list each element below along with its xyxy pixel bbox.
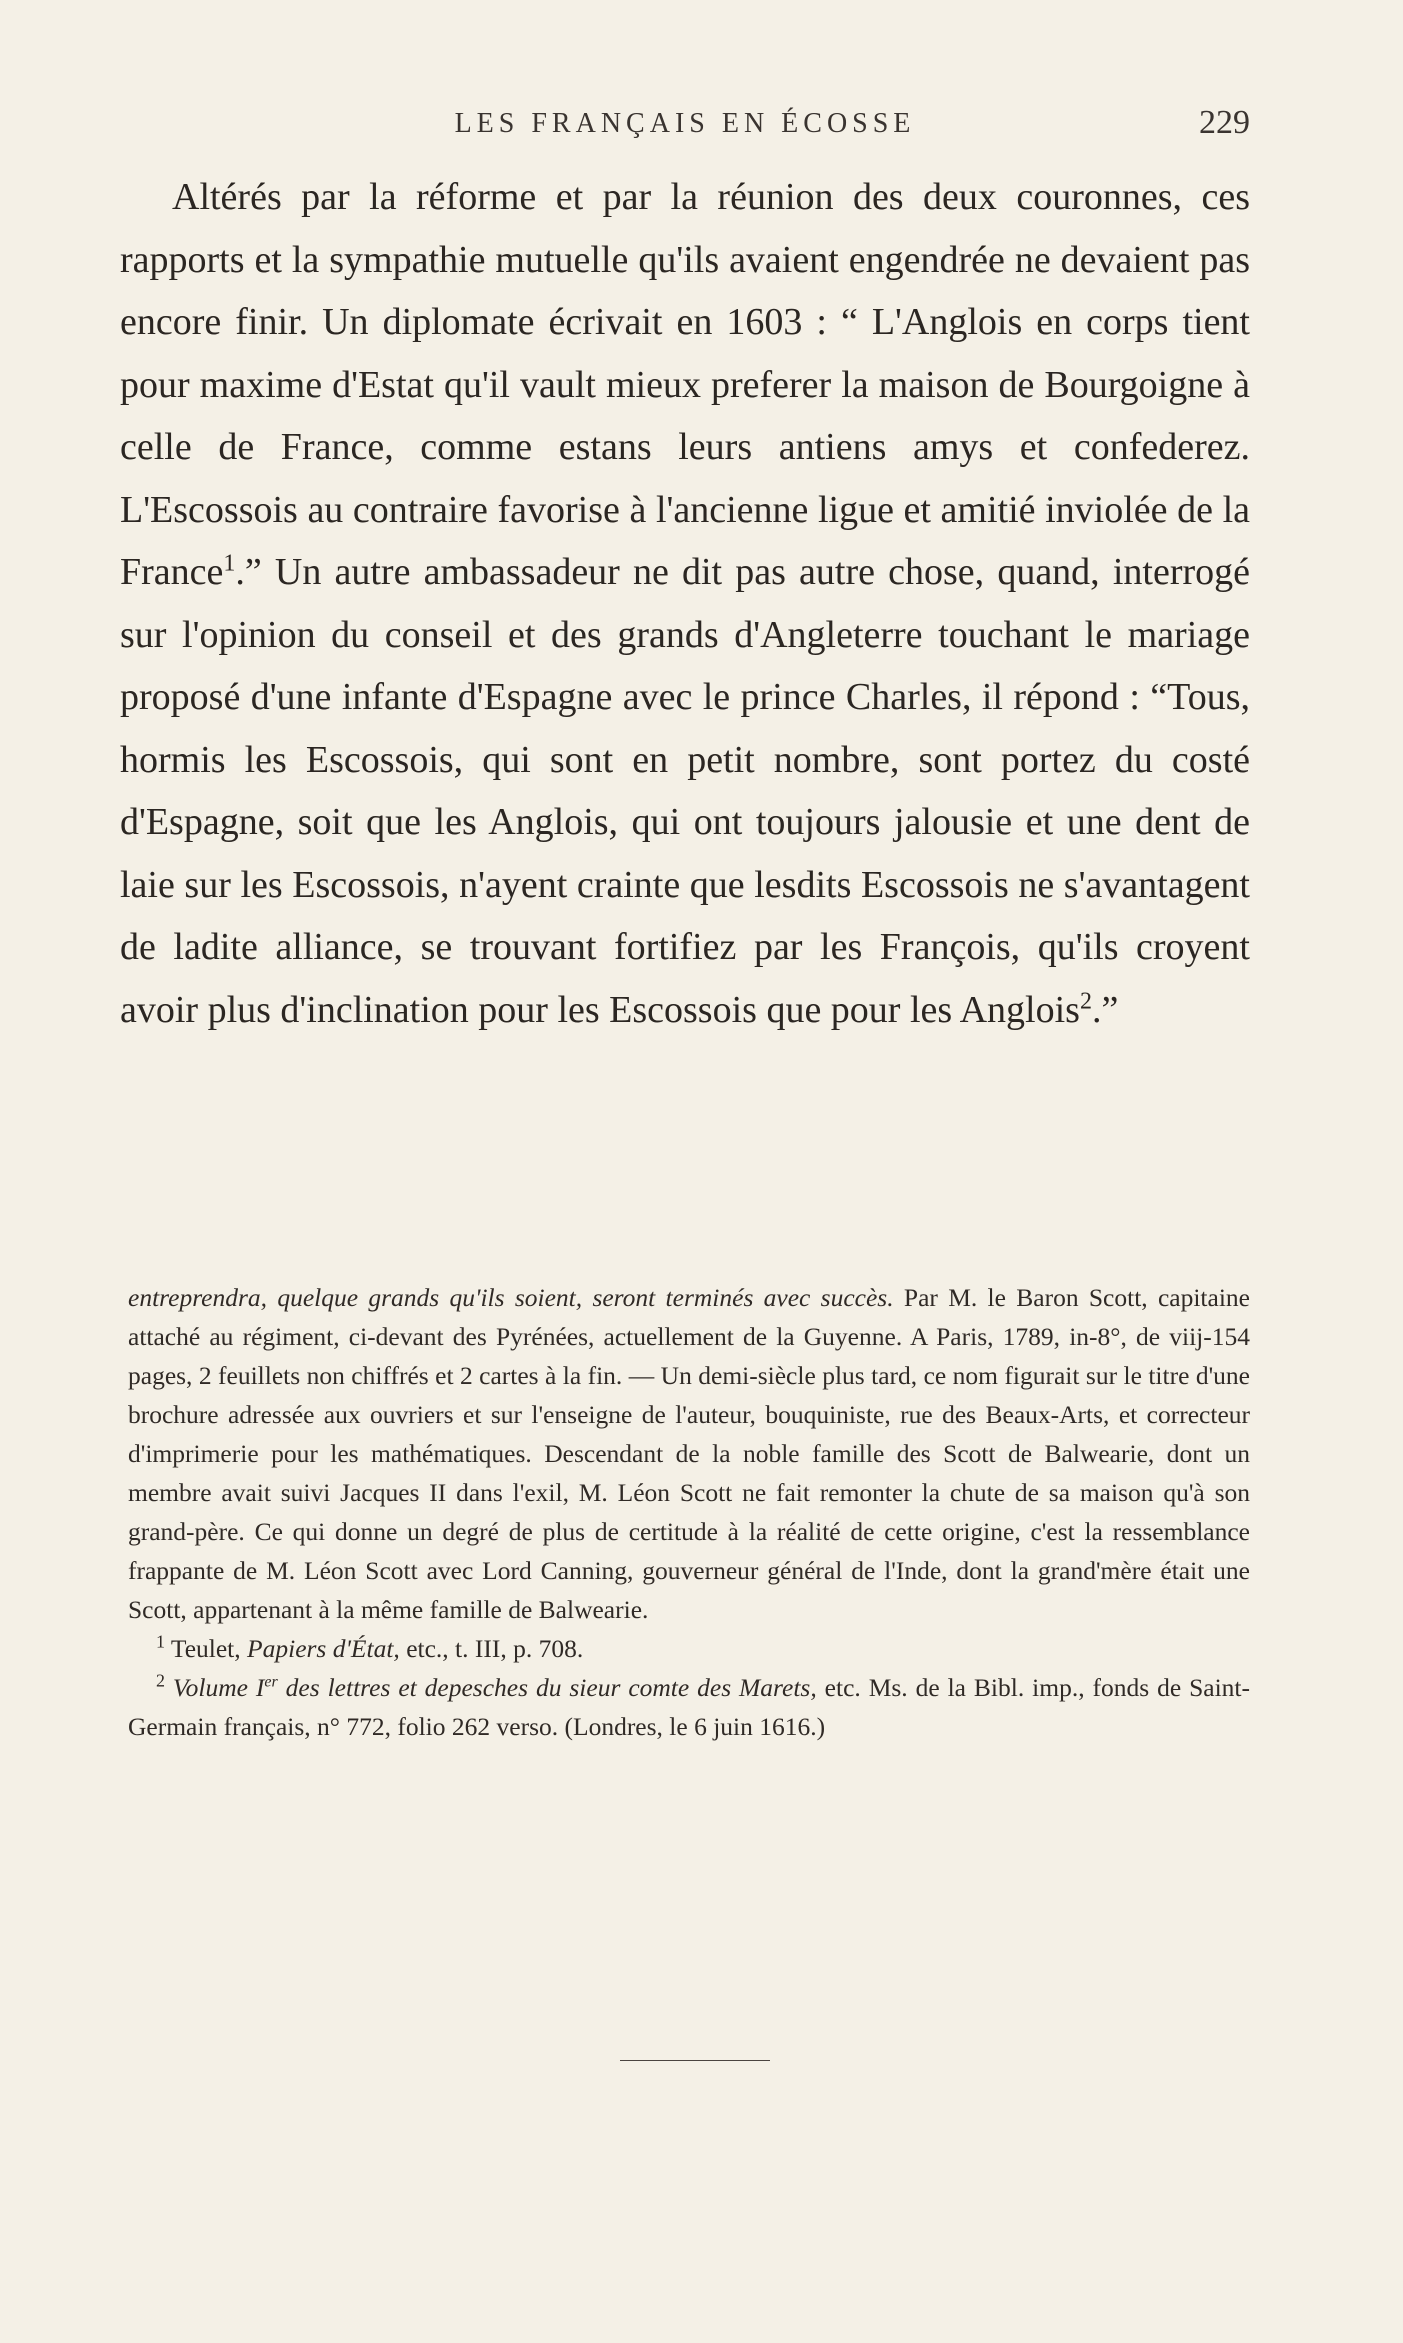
footnote-2-title-a: Volume I [165, 1673, 265, 1702]
running-title: LES FRANÇAIS EN ÉCOSSE [454, 108, 916, 139]
main-text [120, 166, 1250, 1041]
footnote-ref-1: 1 [223, 550, 236, 577]
paragraph-text-part2: .” Un autre ambassadeur ne dit pas autre chose, quand, interrogé sur l'opinion du conseil et des grands d'Angleterre touchant le mariage proposé d'une infante d'Espagne avec le prince Charles, il répond : “Tous, hormis les Escossois, qui sont en petit nombre, sont portez du costé d'Espagne, soit que les Anglois, qui ont toujours jalousie et une dent de laie sur les Escossois, n'ayent crainte que lesdits Escossois ne s'avantagent de ladite alliance, se trouvant fortifiez par les François, qu'ils croyent avoir plus d'inclination pour les Escossois que pour les Anglois [120, 551, 1250, 1031]
footnote-ref-2: 2 [1079, 987, 1092, 1014]
footnote-2-title-b: des lettres et depesches du sieur comte des Marets, [277, 1673, 817, 1702]
footnote-2-sup: er [264, 1673, 278, 1691]
page-number: 229 [1199, 104, 1250, 141]
footnote-2-rest: etc. Ms. de la Bibl. imp., fonds de Saint-Germain français, n° 772, folio 262 verso. (Londres, le 6 juin 1616.) [128, 1673, 1251, 1741]
footnote-1 [128, 1629, 1250, 1668]
footnotes [128, 1278, 1250, 1746]
paragraph-end: .” [1091, 988, 1119, 1031]
footnote-continuation-text: Par M. le Baron Scott, capitaine attaché au régiment, ci-devant des Pyrénées, actuellement de la Guyenne. A Paris, 1789, in-8°, de viij-154 pages, 2 feuillets non chiffrés et 2 cartes à la fin. — Un demi-siècle plus tard, ce nom figurait sur le titre d'une brochure adressée aux ouvriers et sur l'enseigne de l'auteur, bouquiniste, rue des Beaux-Arts, et correcteur d'imprimerie pour les mathématiques. Descendant de la noble famille des Scott de Balwearie, dont un membre avait suivi Jacques II dans l'exil, M. Léon Scott ne fait remonter la chute de sa maison qu'à son grand-père. Ce qui donne un degré de plus de certitude à la réalité de cette origine, c'est la ressemblance frappante de M. Léon Scott avec Lord Canning, gouverneur général de l'Inde, dont la grand'mère était une Scott, appartenant à la même famille de Balwearie. [128, 1283, 1250, 1624]
footnote-2 [128, 1668, 1250, 1746]
paragraph-text-part1: Altérés par la réforme et par la réunion des deux couronnes, ces rapports et la sympathie mutuelle qu'ils avaient engendrée ne devaient pas encore finir. Un diplomate écrivait en 1603 : “ L'Anglois en corps tient pour maxime d'Estat qu'il vault mieux preferer la maison de Bourgoigne à celle de France, comme estans leurs antiens amys et confederez. L'Escossois au contraire favorise à l'ancienne ligue et amitié inviolée de la France [120, 176, 1250, 593]
footnote-2-number: 2 [156, 1670, 165, 1691]
footnote-1-author: Teulet, [165, 1634, 248, 1663]
footnote-1-rest: etc., t. III, p. 708. [399, 1634, 584, 1663]
body-paragraph [120, 166, 1250, 1041]
footnote-continuation [128, 1278, 1250, 1629]
section-rule [620, 2060, 770, 2061]
running-head [120, 104, 1250, 148]
footnote-1-title: Papiers d'État, [247, 1634, 400, 1663]
footnote-continuation-italic: entreprendra, quelque grands qu'ils soient, seront terminés avec succès. [128, 1283, 894, 1312]
footnote-1-number: 1 [156, 1631, 165, 1652]
